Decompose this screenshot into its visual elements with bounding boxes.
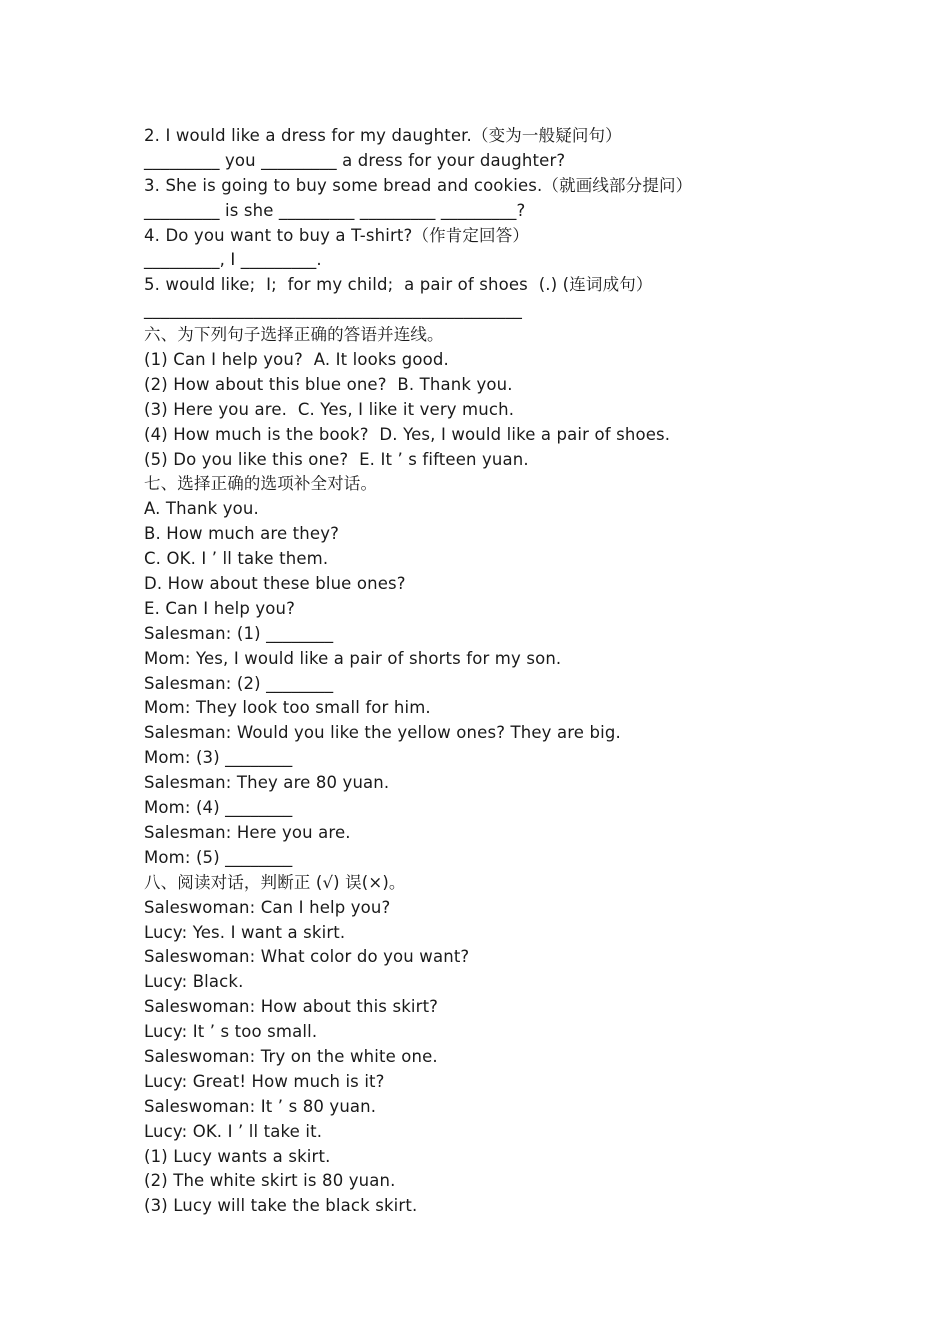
section-heading: 七、选择正确的选项补全对话。 <box>144 474 378 494</box>
dialogue-line: Salesman: Would you like the yellow ones? They are big. <box>144 723 621 743</box>
text-line: (2) How about this blue one? B. Thank you. <box>144 374 513 394</box>
text-line: (5) Do you like this one? E. It ’ s fifteen yuan. <box>144 449 529 469</box>
dialogue-line: Saleswoman: It ’ s 80 yuan. <box>144 1096 377 1116</box>
dialogue-line: Lucy: Great! How much is it? <box>144 1071 385 1091</box>
text-line: (3) Here you are. C. Yes, I like it very much. <box>144 399 515 419</box>
dialogue-line: Mom: They look too small for him. <box>144 698 431 718</box>
dialogue-line: Salesman: (2) ________ <box>144 673 334 693</box>
dialogue-line: Lucy: OK. I ’ ll take it. <box>144 1121 323 1141</box>
dialogue-line: Salesman: They are 80 yuan. <box>144 773 390 793</box>
statement-line: (3) Lucy will take the black skirt. <box>144 1196 418 1216</box>
document-page <box>144 124 864 1219</box>
dialogue-line: Saleswoman: How about this skirt? <box>144 997 439 1017</box>
dialogue-line: Lucy: Yes. I want a skirt. <box>144 922 346 942</box>
text-line: E. Can I help you? <box>144 598 296 618</box>
dialogue-line: Salesman: Here you are. <box>144 822 351 842</box>
text-line: 4. Do you want to buy a T-shirt?（作肯定回答） <box>144 225 529 245</box>
text-line: (1) Can I help you? A. It looks good. <box>144 350 449 370</box>
statement-line: (2) The white skirt is 80 yuan. <box>144 1171 396 1191</box>
answer-blank-line: _____________________________________________ <box>144 300 522 320</box>
dialogue-line: Saleswoman: What color do you want? <box>144 947 470 967</box>
dialogue-line: Mom: (3) ________ <box>144 748 293 768</box>
text-line: 2. I would like a dress for my daughter.（变为一般疑问句） <box>144 126 622 145</box>
section-heading: 六、为下列句子选择正确的答语并连线。 <box>144 325 444 345</box>
text-line: C. OK. I ’ ll take them. <box>144 549 329 569</box>
dialogue-line: Mom: Yes, I would like a pair of shorts for my son. <box>144 648 562 668</box>
text-line: _________ you _________ a dress for your daughter? <box>144 150 566 170</box>
text-line: _________, I _________. <box>144 250 322 270</box>
dialogue-line: Mom: (4) ________ <box>144 798 293 818</box>
dialogue-line: Mom: (5) ________ <box>144 847 293 867</box>
text-line: _________ is she _________ _________ _________? <box>144 200 526 220</box>
dialogue-line: Saleswoman: Try on the white one. <box>144 1046 438 1066</box>
text-line: D. How about these blue ones? <box>144 574 406 594</box>
text-line: A. Thank you. <box>144 499 259 519</box>
statement-line: (1) Lucy wants a skirt. <box>144 1146 331 1166</box>
text-line: (4) How much is the book? D. Yes, I would like a pair of shoes. <box>144 424 671 444</box>
section-heading: 八、阅读对话，判断正 (√) 误(×)。 <box>144 872 406 892</box>
text-line: 3. She is going to buy some bread and cookies.（就画线部分提问） <box>144 175 693 195</box>
dialogue-line: Lucy: Black. <box>144 972 244 992</box>
dialogue-line: Saleswoman: Can I help you? <box>144 897 391 917</box>
text-line: 5. would like; I; for my child; a pair of shoes (.) (连词成句） <box>144 275 653 295</box>
dialogue-line: Salesman: (1) ________ <box>144 623 334 643</box>
dialogue-line: Lucy: It ’ s too small. <box>144 1022 318 1042</box>
text-line: B. How much are they? <box>144 524 340 544</box>
